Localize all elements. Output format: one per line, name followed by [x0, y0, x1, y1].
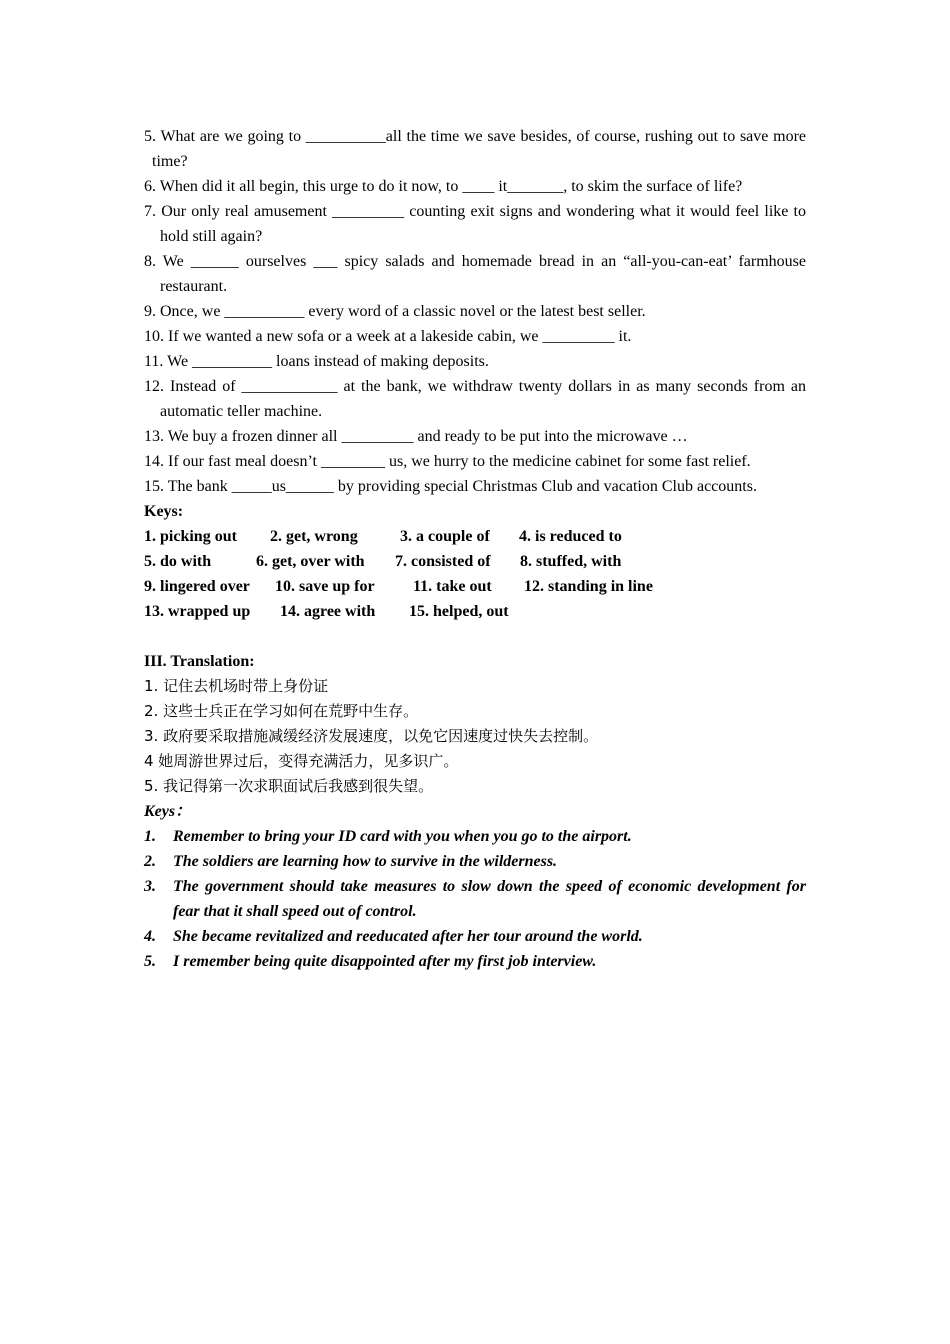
answer-text: The government should take measures to slow down the speed of economic development for fear that it shall speed out of control. — [173, 878, 806, 920]
translation-item-5: 5. 我记得第一次求职面试后我感到很失望。 — [144, 777, 434, 795]
translation-heading: III. Translation: — [144, 653, 255, 670]
question-8: 8. We ______ ourselves ___ spicy salads and homemade bread in an “all-you-can-eat’ farmhouse restaurant. — [144, 253, 806, 295]
translation-item-1: 1. 记住去机场时带上身份证 — [144, 677, 329, 695]
answer-number: 3. — [144, 878, 156, 895]
translation-item-4: 4 她周游世界过后，变得充满活力，见多识广。 — [144, 752, 459, 770]
key-15: 15. helped, out — [409, 603, 509, 620]
key-7: 7. consisted of — [395, 553, 491, 570]
translation-item-3: 3. 政府要采取措施减缓经济发展速度，以免它因速度过快失去控制。 — [144, 727, 599, 745]
key-9: 9. lingered over — [144, 578, 250, 595]
answer-4 — [144, 924, 806, 949]
answer-number: 2. — [144, 853, 156, 870]
key-6: 6. get, over with — [256, 553, 365, 570]
question-9: 9. Once, we __________ every word of a classic novel or the latest best seller. — [144, 303, 646, 320]
question-10: 10. If we wanted a new sofa or a week at a lakeside cabin, we _________ it. — [144, 328, 632, 345]
answer-number: 1. — [144, 828, 156, 845]
keys-row-3 — [144, 574, 806, 599]
answer-text: The soldiers are learning how to survive in the wilderness. — [173, 853, 558, 870]
key-1: 1. picking out — [144, 528, 237, 545]
key-3: 3. a couple of — [400, 528, 490, 545]
key-2: 2. get, wrong — [270, 528, 358, 545]
answer-5 — [144, 949, 806, 974]
answer-number: 4. — [144, 928, 156, 945]
answer-text: She became revitalized and reeducated after her tour around the world. — [173, 928, 643, 945]
answer-text: Remember to bring your ID card with you when you go to the airport. — [173, 828, 632, 845]
question-14: 14. If our fast meal doesn’t ________ us, we hurry to the medicine cabinet for some fast relief. — [144, 453, 751, 470]
answer-3 — [144, 874, 806, 924]
question-5: 5. What are we going to __________all the time we save besides, of course, rushing out to save more time? — [144, 128, 806, 170]
key-12: 12. standing in line — [524, 578, 653, 595]
question-13: 13. We buy a frozen dinner all _________ and ready to be put into the microwave … — [144, 428, 688, 445]
question-7: 7. Our only real amusement _________ counting exit signs and wondering what it would feel like to hold still again? — [144, 203, 806, 245]
answer-text: I remember being quite disappointed after my first job interview. — [173, 953, 597, 970]
key-8: 8. stuffed, with — [520, 553, 622, 570]
keys-row-4 — [144, 599, 806, 624]
question-6: 6. When did it all begin, this urge to do it now, to ____ it_______, to skim the surface of life? — [144, 178, 743, 195]
question-12: 12. Instead of ____________ at the bank, we withdraw twenty dollars in as many seconds from an automatic teller machine. — [144, 378, 806, 420]
key-5: 5. do with — [144, 553, 212, 570]
answer-2 — [144, 849, 806, 874]
key-14: 14. agree with — [280, 603, 376, 620]
keys-row-1 — [144, 524, 806, 549]
keys-row-2 — [144, 549, 806, 574]
question-15: 15. The bank _____us______ by providing special Christmas Club and vacation Club accounts. — [144, 478, 757, 495]
key-10: 10. save up for — [275, 578, 375, 595]
keys-heading: Keys: — [144, 503, 184, 520]
spacer — [144, 624, 806, 649]
key-11: 11. take out — [413, 578, 492, 595]
key-4: 4. is reduced to — [519, 528, 622, 545]
answer-number: 5. — [144, 953, 156, 970]
translation-keys-label: Keys： — [144, 803, 192, 820]
translation-item-2: 2. 这些士兵正在学习如何在荒野中生存。 — [144, 702, 419, 720]
answer-1 — [144, 824, 806, 849]
question-11: 11. We __________ loans instead of making deposits. — [144, 353, 489, 370]
document-content — [144, 124, 806, 974]
key-13: 13. wrapped up — [144, 603, 251, 620]
